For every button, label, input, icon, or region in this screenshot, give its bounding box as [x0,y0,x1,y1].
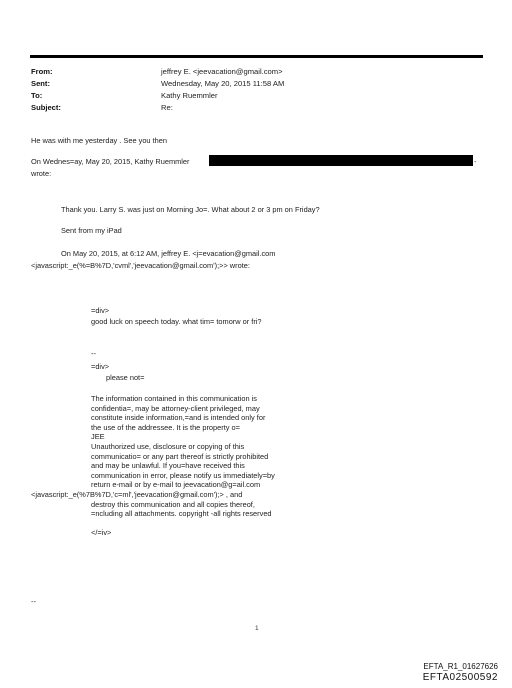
div-close: </=iv> [91,528,112,537]
disclaimer-line: The information contained in this communication is [91,394,257,403]
to-value: Kathy Ruemmler [161,91,218,100]
disclaimer-line: communication in error, please notify us immediately=by [91,470,275,480]
quote2-line1: On May 20, 2015, at 6:12 AM, jeffrey E. <j=evacation@gmail.com [61,249,276,258]
disclaimer-line: and may be unlawful. If you=have received this [91,461,245,471]
to-label: To: [31,91,43,100]
disclaimer-line: =ncluding all attachments. copyright -all rights reserved [91,509,272,519]
disclaimer-block [31,394,275,519]
dashes-1: -- [91,349,96,358]
sent-label: Sent: [31,79,50,88]
page-number: 1 [255,625,259,632]
reply-text: Thank you. Larry S. was just on Morning Jo=. What about 2 or 3 pm on Friday? [61,205,320,214]
disclaimer-line: constitute inside information,=and is intended only for [91,413,266,423]
quote1-tail: - [474,157,477,166]
subject-value: Re: [161,103,173,112]
disclaimer-line: destroy this communication and all copies thereof, [91,499,255,509]
please-note: please not= [106,373,145,382]
disclaimer-line: JEE [91,432,105,442]
dashes-2: -- [31,597,36,606]
subject-label: Subject: [31,103,61,112]
quote1-line1: On Wednes=ay, May 20, 2015, Kathy Ruemmler [31,157,190,166]
sent-from: Sent from my iPad [61,226,122,235]
footer-id-1: EFTA_R1_01627626 [423,662,498,671]
footer-id-2: EFTA02500592 [422,672,498,683]
div-open-1: =div> [91,306,110,315]
reply-line: He was with me yesterday . See you then [31,136,167,145]
from-value: jeffrey E. <jeevacation@gmail.com> [161,67,283,76]
disclaimer-line: the use of the addressee. It is the property o= [91,422,240,432]
good-luck-line: good luck on speech today. what tim= tomorw or fri? [91,317,262,326]
disclaimer-line: return e-mail or by e-mail to jeevacation@g=ail.com [91,480,261,490]
from-label: From: [31,67,53,76]
sent-value: Wednesday, May 20, 2015 11:58 AM [161,79,285,88]
quote2-line2: <javascript:_e(%=B%7D,'cvml','jeevacation@gmail.com');>> wrote: [31,261,250,270]
javascript-line: <javascript:_e(%7B%7D,'c=ml','jeevacation@gmail.com');> , and [31,489,243,499]
disclaimer-line: Unauthorized use, disclosure or copying of this [91,441,245,451]
header-rule [30,55,483,58]
quote1-line2: wrote: [31,169,52,178]
div-open-2: =div> [91,362,110,371]
disclaimer-line: communicatio= or any part thereof is strictly prohibited [91,451,269,461]
disclaimer-line: confidentia=, may be attorney-client privileged, may [91,403,260,413]
redaction-bar [209,155,473,166]
